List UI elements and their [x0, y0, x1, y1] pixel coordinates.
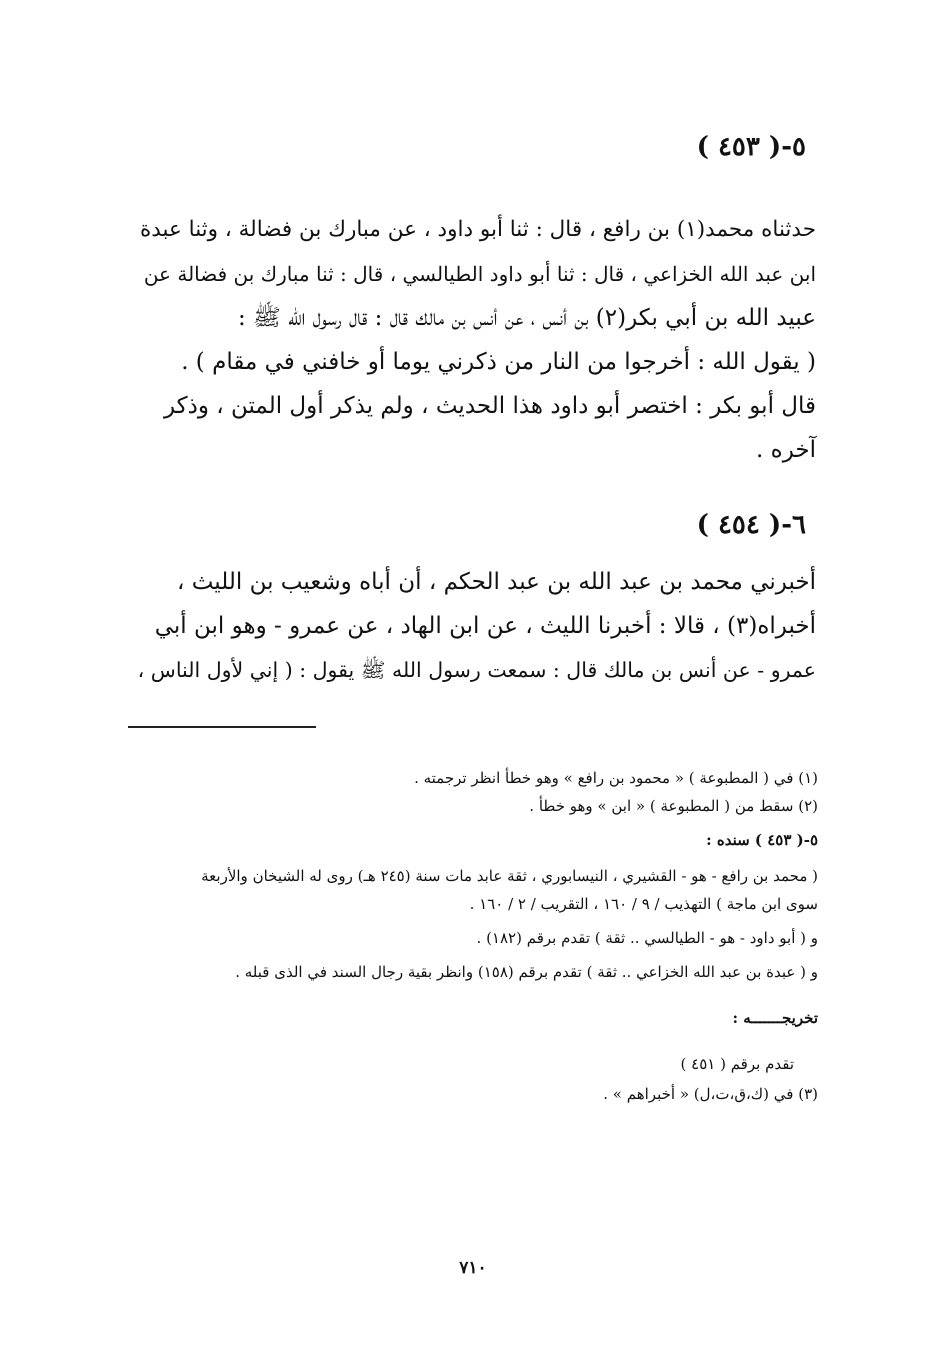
footnote-separator	[128, 726, 316, 728]
text-line: حدثناه محمد(١) بن رافع ، قال : ثنا أبو داود ، عن مبارك بن فضالة ، وثنا عبدة	[139, 217, 816, 242]
footnote-2: (٢) سقط من ( المطبوعة ) « ابن » وهو خطأ .	[529, 797, 818, 815]
hadith-453-heading: ٥-( ٤٥٣ )	[696, 132, 806, 162]
text-line: عبيد الله بن أبي بكر(٢) بن أنس ، عن أنس بن مالك قال : قال رسول الله ﷺ :	[238, 305, 816, 331]
footnote-3: (٣) في (ك،ق،ت،ل) « أخبراهم » .	[603, 1085, 818, 1103]
isnad-heading: ٥-( ٤٥٣ ) سنده :	[706, 831, 818, 849]
text-line: أخبرني محمد بن عبد الله بن عبد الحكم ، أن أباه وشعيب بن الليث ،	[176, 569, 816, 595]
takhrij-heading: تخريجـــــــه :	[732, 1009, 818, 1027]
text-line: عمرو - عن أنس بن مالك قال : سمعت رسول الله ﷺ يقول : ( إني لأول الناس ،	[137, 658, 816, 682]
footnote-1: (١) في ( المطبوعة ) « محمود بن رافع » وهو خطأ انظر ترجمته .	[414, 769, 818, 787]
hadith-453-text	[136, 208, 816, 472]
text-line: ابن عبد الله الخزاعي ، قال : ثنا أبو داود الطيالسي ، قال : ثنا مبارك بن فضالة عن	[143, 262, 816, 286]
isnad-line: ( محمد بن رافع - هو - القشيري ، النيسابوري ، ثقة عابد مات سنة (٢٤٥ هـ) روى له الشيخان والأربعة	[201, 867, 818, 885]
page-number: ٧١٠	[459, 1258, 487, 1278]
isnad-line: سوى ابن ماجة ) التهذيب / ٩ / ١٦٠ ، التقريب / ٢ / ١٦٠ .	[469, 895, 818, 913]
hadith-454-heading: ٦-( ٤٥٤ )	[696, 510, 806, 540]
text-line: ( يقول الله : أخرجوا من النار من ذكرني يوما أو خافني في مقام ) .	[181, 349, 816, 375]
isnad-line: و ( أبو داود - هو - الطيالسي .. ثقة ) تقدم برقم (١٨٢) .	[476, 929, 818, 947]
text-line: آخره .	[756, 437, 816, 463]
hadith-454-text	[136, 560, 816, 692]
takhrij-text: تقدم برقم ( ٤٥١ )	[680, 1055, 794, 1073]
text-line: أخبراه(٣) ، قالا : أخبرنا الليث ، عن ابن الهاد ، عن عمرو - وهو ابن أبي	[154, 613, 816, 639]
isnad-line: و ( عبدة بن عبد الله الخزاعي .. ثقة ) تقدم برقم (١٥٨) وانظر بقية رجال السند في الذى قبله .	[235, 963, 818, 981]
footnotes	[118, 768, 818, 1104]
text-line: قال أبو بكر : اختصر أبو داود هذا الحديث ، ولم يذكر أول المتن ، وذكر	[163, 393, 816, 419]
